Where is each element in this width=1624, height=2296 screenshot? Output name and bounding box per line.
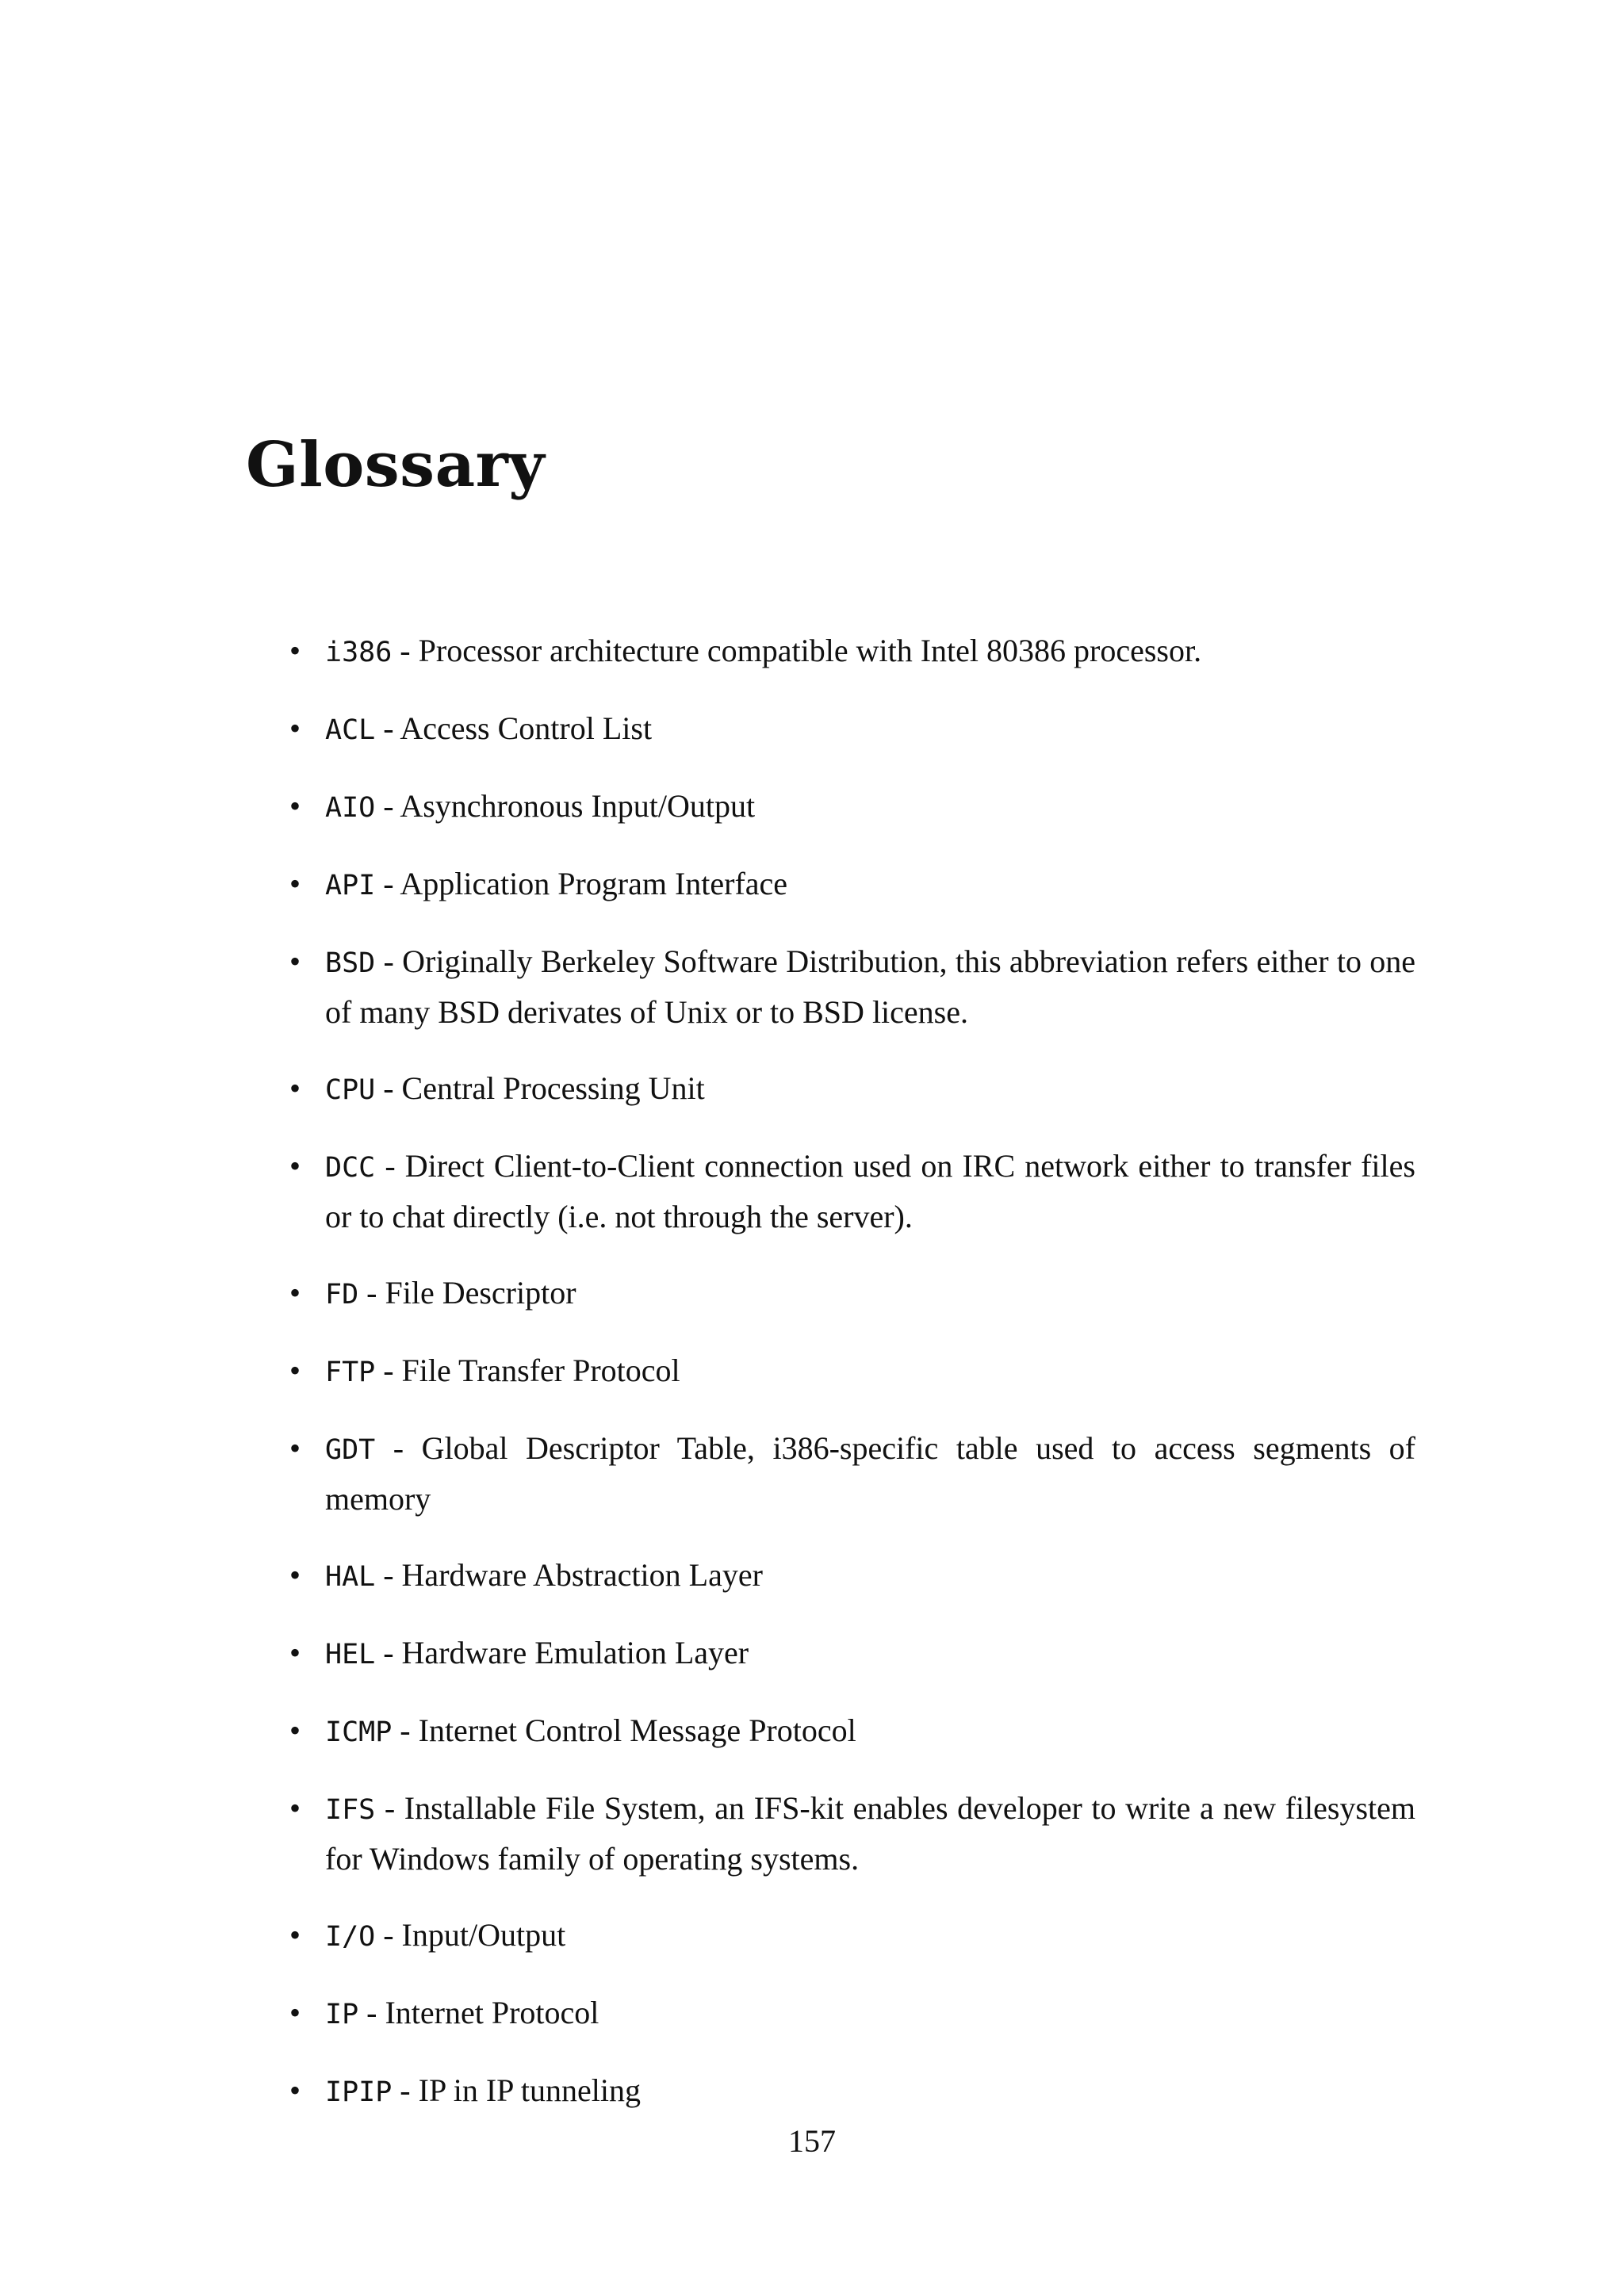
glossary-term: CPU <box>325 1074 376 1106</box>
glossary-term: I/O <box>325 1921 376 1953</box>
glossary-entry-api <box>289 859 1415 910</box>
glossary-entry-i386 <box>289 626 1415 677</box>
glossary-term: API <box>325 870 376 901</box>
glossary-definition: File Transfer Protocol <box>401 1353 680 1388</box>
glossary-definition: Installable File System, an IFS-kit enables developer to write a new filesystem for Windows family of operating systems. <box>325 1790 1415 1877</box>
glossary-entry-hal <box>289 1551 1415 1601</box>
separator: - <box>392 2072 419 2108</box>
glossary-entry-ifs <box>289 1784 1415 1884</box>
glossary-definition: Hardware Emulation Layer <box>401 1635 749 1670</box>
glossary-entry-io <box>289 1911 1415 1961</box>
glossary-entry-fd <box>289 1269 1415 1319</box>
bullet-icon: • <box>289 866 301 901</box>
glossary-definition: Originally Berkeley Software Distribution, this abbreviation refers either to one of many BSD derivates of Unix or to BSD license. <box>325 943 1415 1030</box>
glossary-term: ACL <box>325 714 376 746</box>
glossary-entry-gdt <box>289 1424 1415 1524</box>
bullet-icon: • <box>289 1353 301 1388</box>
glossary-definition: Processor architecture compatible with Intel 80386 processor. <box>418 633 1202 668</box>
glossary-definition: Internet Control Message Protocol <box>418 1712 856 1748</box>
glossary-definition: Access Control List <box>400 710 653 746</box>
glossary-entry-ftp <box>289 1346 1415 1397</box>
glossary-definition: Application Program Interface <box>400 866 788 901</box>
separator: - <box>375 1917 402 1953</box>
glossary-term: IPIP <box>325 2076 393 2108</box>
bullet-icon: • <box>289 943 301 979</box>
separator: - <box>375 710 400 746</box>
separator: - <box>375 1148 405 1184</box>
separator: - <box>375 1557 402 1593</box>
glossary-entry-hel <box>289 1628 1415 1679</box>
glossary-term: GDT <box>325 1434 376 1466</box>
separator: - <box>375 1790 404 1826</box>
separator: - <box>358 1995 385 2030</box>
bullet-icon: • <box>289 1430 301 1466</box>
separator: - <box>358 1275 385 1311</box>
glossary-term: IFS <box>325 1794 376 1826</box>
glossary-entry-cpu <box>289 1064 1415 1115</box>
bullet-icon: • <box>289 2072 301 2108</box>
separator: - <box>392 1712 419 1748</box>
glossary-definition: Asynchronous Input/Output <box>400 788 756 824</box>
bullet-icon: • <box>289 1712 301 1748</box>
glossary-definition: File Descriptor <box>385 1275 576 1311</box>
glossary-term: IP <box>325 1999 359 2030</box>
separator: - <box>375 1430 422 1466</box>
bullet-icon: • <box>289 710 301 746</box>
separator: - <box>375 788 400 824</box>
glossary-term: ICMP <box>325 1716 393 1748</box>
bullet-icon: • <box>289 1790 301 1826</box>
glossary-list <box>289 626 1415 2144</box>
separator: - <box>375 943 403 979</box>
bullet-icon: • <box>289 1070 301 1106</box>
glossary-term: HAL <box>325 1561 376 1593</box>
bullet-icon: • <box>289 1995 301 2030</box>
glossary-definition: IP in IP tunneling <box>418 2072 641 2108</box>
glossary-definition: Hardware Abstraction Layer <box>401 1557 763 1593</box>
glossary-definition: Internet Protocol <box>385 1995 599 2030</box>
glossary-term: FD <box>325 1279 359 1311</box>
glossary-entry-icmp <box>289 1706 1415 1757</box>
glossary-entry-acl <box>289 704 1415 755</box>
page-title: Glossary <box>246 429 546 501</box>
glossary-term: HEL <box>325 1639 376 1670</box>
glossary-definition: Input/Output <box>401 1917 566 1953</box>
bullet-icon: • <box>289 1557 301 1593</box>
separator: - <box>375 1353 402 1388</box>
glossary-entry-aio <box>289 782 1415 832</box>
glossary-definition: Global Descriptor Table, i386-specific table used to access segments of memory <box>325 1430 1416 1517</box>
bullet-icon: • <box>289 788 301 824</box>
glossary-definition: Direct Client-to-Client connection used on IRC network either to transfer files or to chat directly (i.e. not through the server). <box>325 1148 1415 1234</box>
separator: - <box>392 633 419 668</box>
glossary-term: AIO <box>325 792 376 824</box>
glossary-term: i386 <box>325 637 393 668</box>
glossary-entry-bsd <box>289 937 1415 1037</box>
bullet-icon: • <box>289 1635 301 1670</box>
glossary-entry-dcc <box>289 1142 1415 1242</box>
glossary-definition: Central Processing Unit <box>401 1070 705 1106</box>
glossary-term: FTP <box>325 1357 376 1388</box>
separator: - <box>375 1070 402 1106</box>
bullet-icon: • <box>289 633 301 668</box>
bullet-icon: • <box>289 1917 301 1953</box>
glossary-entry-ipip <box>289 2066 1415 2117</box>
bullet-icon: • <box>289 1148 301 1184</box>
separator: - <box>375 1635 402 1670</box>
glossary-entry-ip <box>289 1988 1415 2039</box>
separator: - <box>375 866 400 901</box>
glossary-term: BSD <box>325 947 376 979</box>
page-number: 157 <box>788 2123 836 2159</box>
bullet-icon: • <box>289 1275 301 1311</box>
glossary-term: DCC <box>325 1152 376 1184</box>
